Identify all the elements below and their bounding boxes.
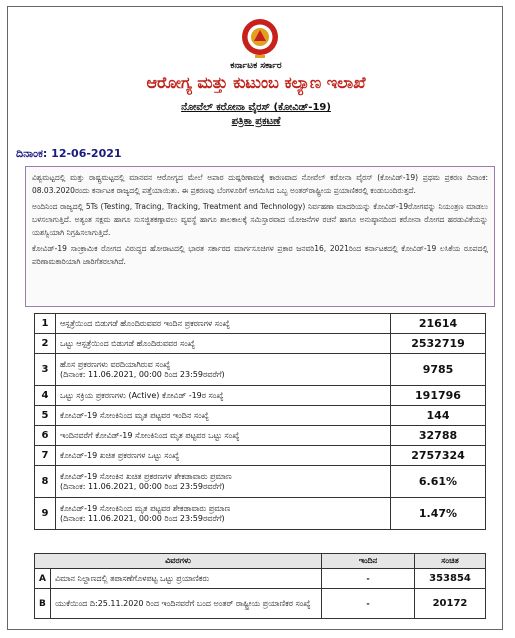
header-cumulative: ಸಂಚಿತ <box>415 554 486 569</box>
row-number: 2 <box>35 334 56 354</box>
row-label: ಕೋವಿಡ್-19 ಸೋಂಕಿನ ಖಚಿತ ಪ್ರಕರಣಗಳ ಶೇಕಡಾವಾರು ಪ್ರಮಾಣ <box>60 471 232 481</box>
row-label-cell <box>56 466 391 498</box>
table-row <box>35 466 486 498</box>
row-label: ಒಟ್ಟು ಸಕ್ರಿಯ ಪ್ರಕರಣಗಳು (Active) ಕೋವಿಡ್ -19ರ ಸಂಖ್ಯೆ <box>56 386 391 406</box>
row-value: 191796 <box>391 386 486 406</box>
summary-table <box>34 553 486 619</box>
header-details: ವಿವರಗಳು <box>35 554 322 569</box>
table-row <box>35 426 486 446</box>
table-row <box>35 334 486 354</box>
state-government-title: ಕರ್ನಾಟಕ ಸರ್ಕಾರ <box>230 61 282 71</box>
table-row <box>35 446 486 466</box>
row-value: 21614 <box>391 314 486 334</box>
row-label: ಕೋವಿಡ್-19 ಸೋಂಕಿನಿಂದ ಮೃತ ಪಟ್ಟವರ ಇಂದಿನ ಸಂಖ್ಯೆ <box>56 406 391 426</box>
row-label: ಕೋವಿಡ್-19 ಸೋಂಕಿನಿಂದ ಮೃತ ಪಟ್ಟವರ ಶೇಕಡಾವಾರು ಪ್ರಮಾಣ <box>60 503 231 513</box>
row-label: ಇಂದಿನವರೆಗೆ ಕೋವಿಡ್-19 ಸೋಂಕಿನಿಂದ ಮೃತ ಪಟ್ಟವರ ಒಟ್ಟು ಸಂಖ್ಯೆ <box>56 426 391 446</box>
row-number: 7 <box>35 446 56 466</box>
row-text: ವಿಮಾನ ನಿಲ್ದಾಣದಲ್ಲಿ ತಪಾಸಣೆಗೊಳಪಟ್ಟ ಒಟ್ಟು ಪ್ರಯಾಣಿಕರು <box>50 569 321 589</box>
intro-paragraph-3: ಕೋವಿಡ್-19 ಸಾಂಕ್ರಾಮಿಕ ರೋಗದ ವಿರುದ್ಧದ ಹೋರಾಟದಲ್ಲಿ ಭಾರತ ಸರ್ಕಾರದ ಮಾರ್ಗಸೂಚಿಗಳ ಪ್ರಕಾರ ಜನವರಿ16, 2021ರಿಂದ ಕರ್ನಾಟಕದಲ್ಲಿ ಕೋವಿಡ್-19 ಲಸಿಕೆಯ ರೂಪದಲ್ಲಿ ಪರಿಣಾಮಕಾರಿಯಾಗಿ ಜಾರಿಗೆತರಲಾಗಿದೆ. <box>32 244 488 266</box>
row-number: 8 <box>35 466 56 498</box>
date-label: ದಿನಾಂಕ: <box>16 147 48 160</box>
intro-paragraph-2: ಅಂದಿನಿಂದ ರಾಜ್ಯದಲ್ಲಿ 5Ts (Testing, Tracing, Tracking, Treatment and Technology) ನಿರ್ವಹಣಾ ಮಾದರಿಯನ್ನು ಕೋವಿಡ್-19ರೋಗವನ್ನು ನಿಯಂತ್ರಣ ಮಾಡಲು ಬಳಸಲಾಗುತ್ತಿದೆ. ಅತ್ಯಂತ ಸಕ್ಷಮ ಹಾಗೂ ಸುಸಜ್ಜಿತಕಣ್ಗಾವಲು ವ್ಯವಸ್ಥೆ ಹಾಗೂ ಶಾಲಕಾಲಕ್ಕೆ ಸಮಿಸ್ತಾರವಾದ ಯೋಜನೆಗಳ ರಚನೆ ಹಾಗೂ ಅನುಷ್ಠಾನದಿಂದ ಕರೋನಾ ರೋಗದ ಹರಡುವಿಕೆಯನ್ನು ಯಶಸ್ವಿಯಾಗಿ ನಿಗ್ರಹಿಸಲಾಗುತ್ತಿದೆ. <box>32 202 488 237</box>
row-sublabel: (ದಿನಾಂಕ: 11.06.2021, 00:00 ರಿಂದ 23:59ರವರೆಗೆ) <box>60 513 225 523</box>
row-sublabel: (ದಿನಾಂಕ: 11.06.2021, 00:00 ರಿಂದ 23:59ರವರೆಗೆ) <box>60 481 225 491</box>
row-label: ಕೋವಿಡ್-19 ಖಚಿತ ಪ್ರಕರಣಗಳ ಒಟ್ಟು ಸಂಖ್ಯೆ <box>56 446 391 466</box>
release-date <box>16 147 122 161</box>
table-row <box>35 589 486 619</box>
table-row <box>35 354 486 386</box>
row-label: ಆಸ್ಪತ್ರೆಯಿಂದ ಬಿಡುಗಡೆ ಹೊಂದಿರುವವರ ಇಂದಿನ ಪ್ರಕರಣಗಳ ಸಂಖ್ಯೆ <box>56 314 391 334</box>
row-value: 2532719 <box>391 334 486 354</box>
press-release-page <box>7 6 503 630</box>
row-value: 9785 <box>391 354 486 386</box>
summary-header-row <box>35 554 486 569</box>
row-letter: A <box>35 569 51 589</box>
row-label-cell <box>56 498 391 530</box>
row-text: ಯುಕೆಯಿಂದ ದಿ:25.11.2020 ರಿಂದ ಇಂದಿನವರೆಗೆ ಬಂದ ಅಂತರ್ ರಾಷ್ಟ್ರೀಯ ಪ್ರಯಾಣಿಕರ ಸಂಖ್ಯೆ <box>50 589 321 619</box>
row-sublabel: (ದಿನಾಂಕ: 11.06.2021, 00:00 ರಿಂದ 23:59ರವರೆಗೆ) <box>60 369 225 379</box>
row-number: 5 <box>35 406 56 426</box>
header-today: ಇಂದಿನ <box>322 554 415 569</box>
row-number: 9 <box>35 498 56 530</box>
row-label-cell <box>56 354 391 386</box>
row-value: 2757324 <box>391 446 486 466</box>
date-value: 12-06-2021 <box>51 147 122 160</box>
department-title: ಆರೋಗ್ಯ ಮತ್ತು ಕುಟುಂಬ ಕಲ್ಯಾಣ ಇಲಾಖೆ <box>146 73 366 92</box>
row-value: 144 <box>391 406 486 426</box>
table-row <box>35 386 486 406</box>
karnataka-emblem-icon <box>240 17 280 59</box>
table-row <box>35 569 486 589</box>
row-label: ಒಟ್ಟು ಆಸ್ಪತ್ರೆಯಿಂದ ಬಿಡುಗಡೆ ಹೊಂದಿರುವವರ ಸಂಖ್ಯೆ <box>56 334 391 354</box>
row-cumulative: 353854 <box>415 569 486 589</box>
row-today: - <box>322 589 415 619</box>
intro-paragraph-1: ವಿಶ್ವಮಟ್ಟದಲ್ಲಿ ಮತ್ತು ರಾಷ್ಟ್ರಮಟ್ಟದಲ್ಲಿ ಮಾನವನ ಆರೋಗ್ಯದ ಮೇಲೆ ಅಪಾರ ದುಷ್ಪರಿಣಾಮಕ್ಕೆ ಕಾರಣವಾದ ನೋವೆಲ್ ಕರೋನಾ ವೈರಸ್ (ಕೋವಿಡ್-19) ಪ್ರಥಮ ಪ್ರಕರಣ ದಿನಾಂಕ: 08.03.2020ರಂದು ಕರ್ನಾಟಕ ರಾಜ್ಯದಲ್ಲಿ ಪತ್ತೆಯಾಯಿತು. ಈ ಪ್ರಕರಣವು ಬೆಂಗಳೂರಿಗೆ ಆಗಮಿಸಿದ ಒಬ್ಬ ಅಂತರ್‌ರಾಷ್ಟ್ರೀಯ ಪ್ರಯಾಣಿಕರಲ್ಲಿ ಕಂಡುಬಂದಿರುತ್ತದೆ. <box>32 173 488 195</box>
intro-box <box>25 166 495 307</box>
subject-title: ನೋವೆಲ್ ಕರೋನಾ ವೈರಸ್ (ಕೋವಿಡ್-19) <box>181 102 331 113</box>
row-label: ಹೊಸ ಪ್ರಕರಣಗಳು ವರದಿಯಾಗಿರುವ ಸಂಖ್ಯೆ <box>60 359 171 369</box>
row-today: - <box>322 569 415 589</box>
row-value: 32788 <box>391 426 486 446</box>
row-number: 6 <box>35 426 56 446</box>
row-cumulative: 20172 <box>415 589 486 619</box>
row-number: 4 <box>35 386 56 406</box>
covid-stats-table <box>34 313 486 530</box>
row-number: 1 <box>35 314 56 334</box>
table-row <box>35 314 486 334</box>
press-release-title: ಪತ್ರಿಕಾ ಪ್ರಕಟಣೆ <box>231 116 281 127</box>
row-letter: B <box>35 589 51 619</box>
row-value: 6.61% <box>391 466 486 498</box>
table-row <box>35 406 486 426</box>
row-number: 3 <box>35 354 56 386</box>
table-row <box>35 498 486 530</box>
row-value: 1.47% <box>391 498 486 530</box>
